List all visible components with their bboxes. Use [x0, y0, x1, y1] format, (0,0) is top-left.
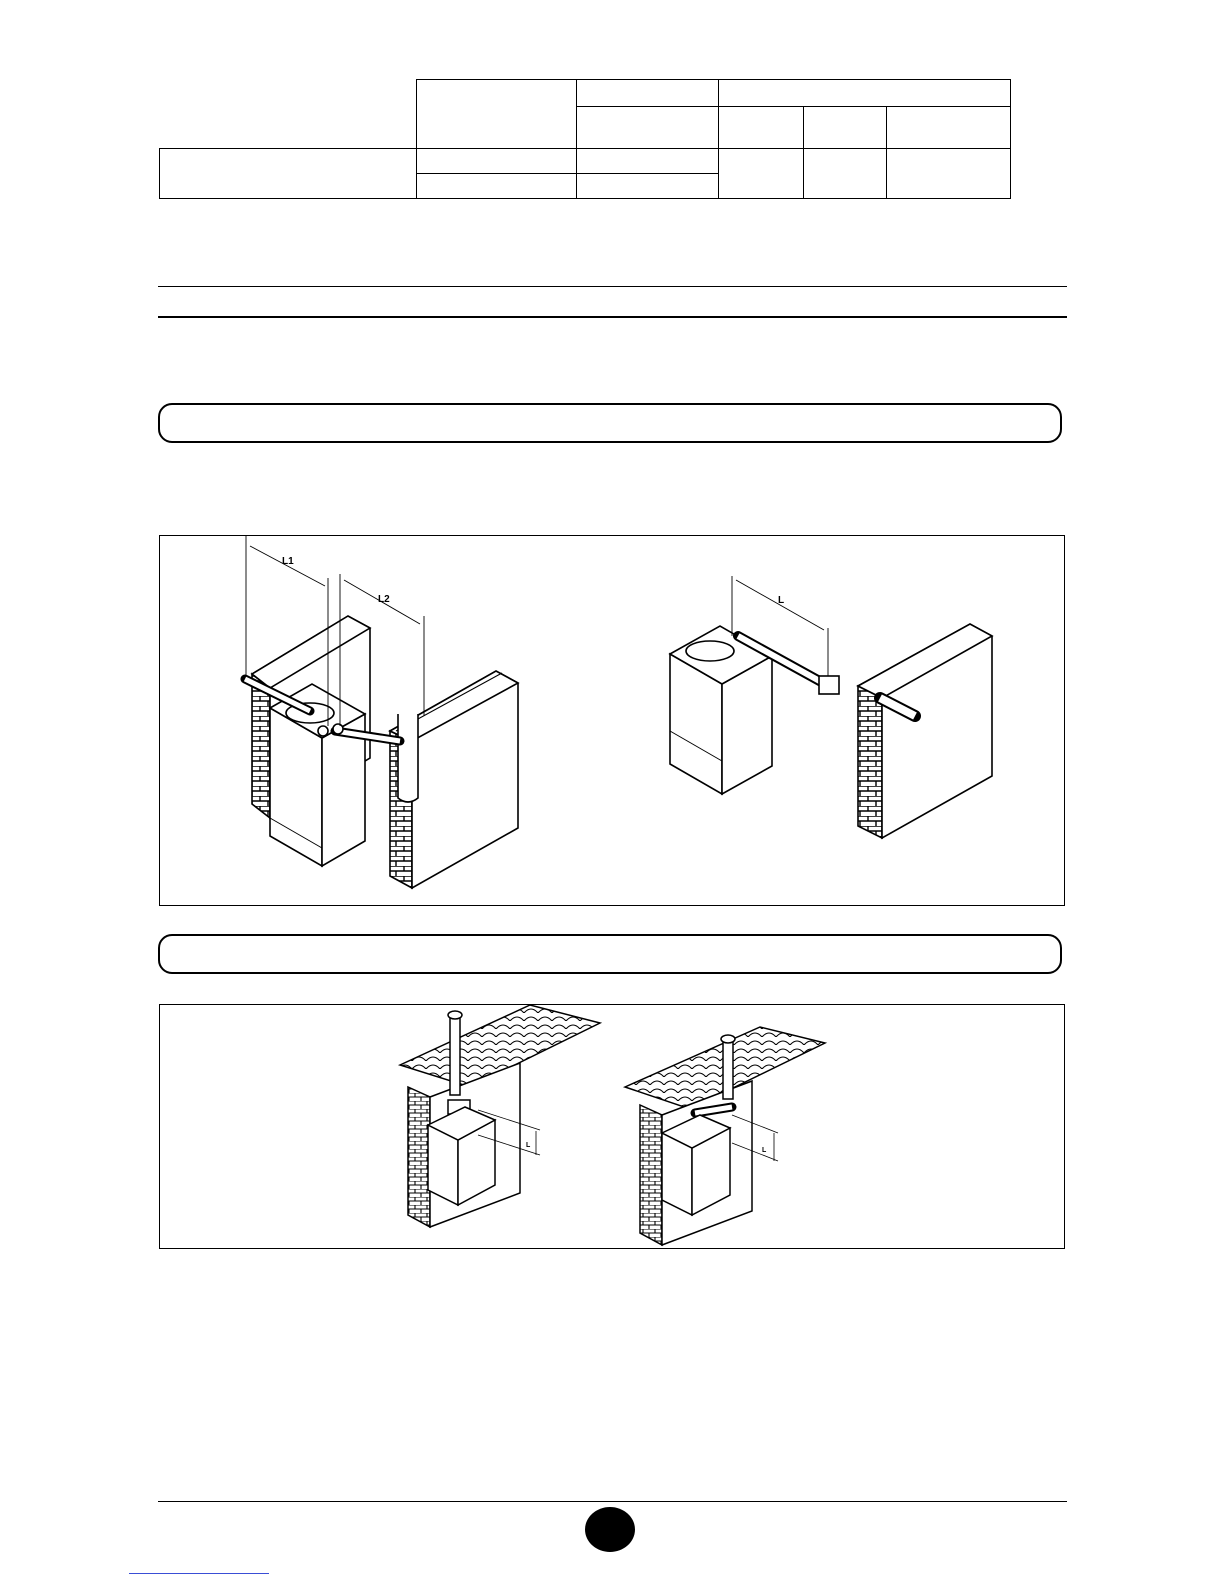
left-scene — [245, 536, 518, 888]
dim-label-l2: L2 — [378, 594, 390, 605]
table-header-cell — [577, 80, 719, 107]
spec-table — [159, 79, 1011, 199]
figure-horizontal-flue — [159, 535, 1065, 906]
table-header-cell — [887, 107, 1011, 149]
table-corner — [160, 107, 417, 149]
table-corner — [160, 80, 417, 107]
section-banner-horizontal — [158, 403, 1062, 443]
figure-vertical-flue — [159, 1004, 1065, 1249]
table-header-cell — [577, 107, 719, 149]
table-cell — [577, 149, 719, 174]
table-header-cell — [804, 107, 887, 149]
dim-label-vertical-right: L — [762, 1147, 767, 1154]
dim-label-l: L — [778, 595, 785, 606]
table-cell — [887, 149, 1011, 199]
table-cell — [804, 149, 887, 199]
vertical-flue-drawing — [160, 1005, 1066, 1250]
footer-link-underline — [129, 1573, 269, 1574]
table-cell — [417, 149, 577, 174]
section-rule — [158, 316, 1067, 318]
dim-label-vertical-left: L — [526, 1142, 531, 1149]
vertical-scene-left — [400, 1005, 600, 1227]
table-row-label — [160, 149, 417, 199]
horizontal-flue-drawing — [160, 536, 1066, 907]
table-cell — [417, 174, 577, 199]
table-cell — [719, 149, 804, 199]
section-banner-vertical — [158, 934, 1062, 974]
page-number-badge — [585, 1507, 635, 1552]
table-cell — [577, 174, 719, 199]
right-scene — [670, 576, 992, 838]
table-header-cell — [719, 80, 1011, 107]
section-rule — [158, 286, 1067, 287]
dim-label-l1: L1 — [282, 556, 294, 567]
vertical-scene-right — [625, 1027, 825, 1245]
footer-rule — [158, 1501, 1067, 1502]
table-header-cell — [417, 80, 577, 149]
table-header-cell — [719, 107, 804, 149]
